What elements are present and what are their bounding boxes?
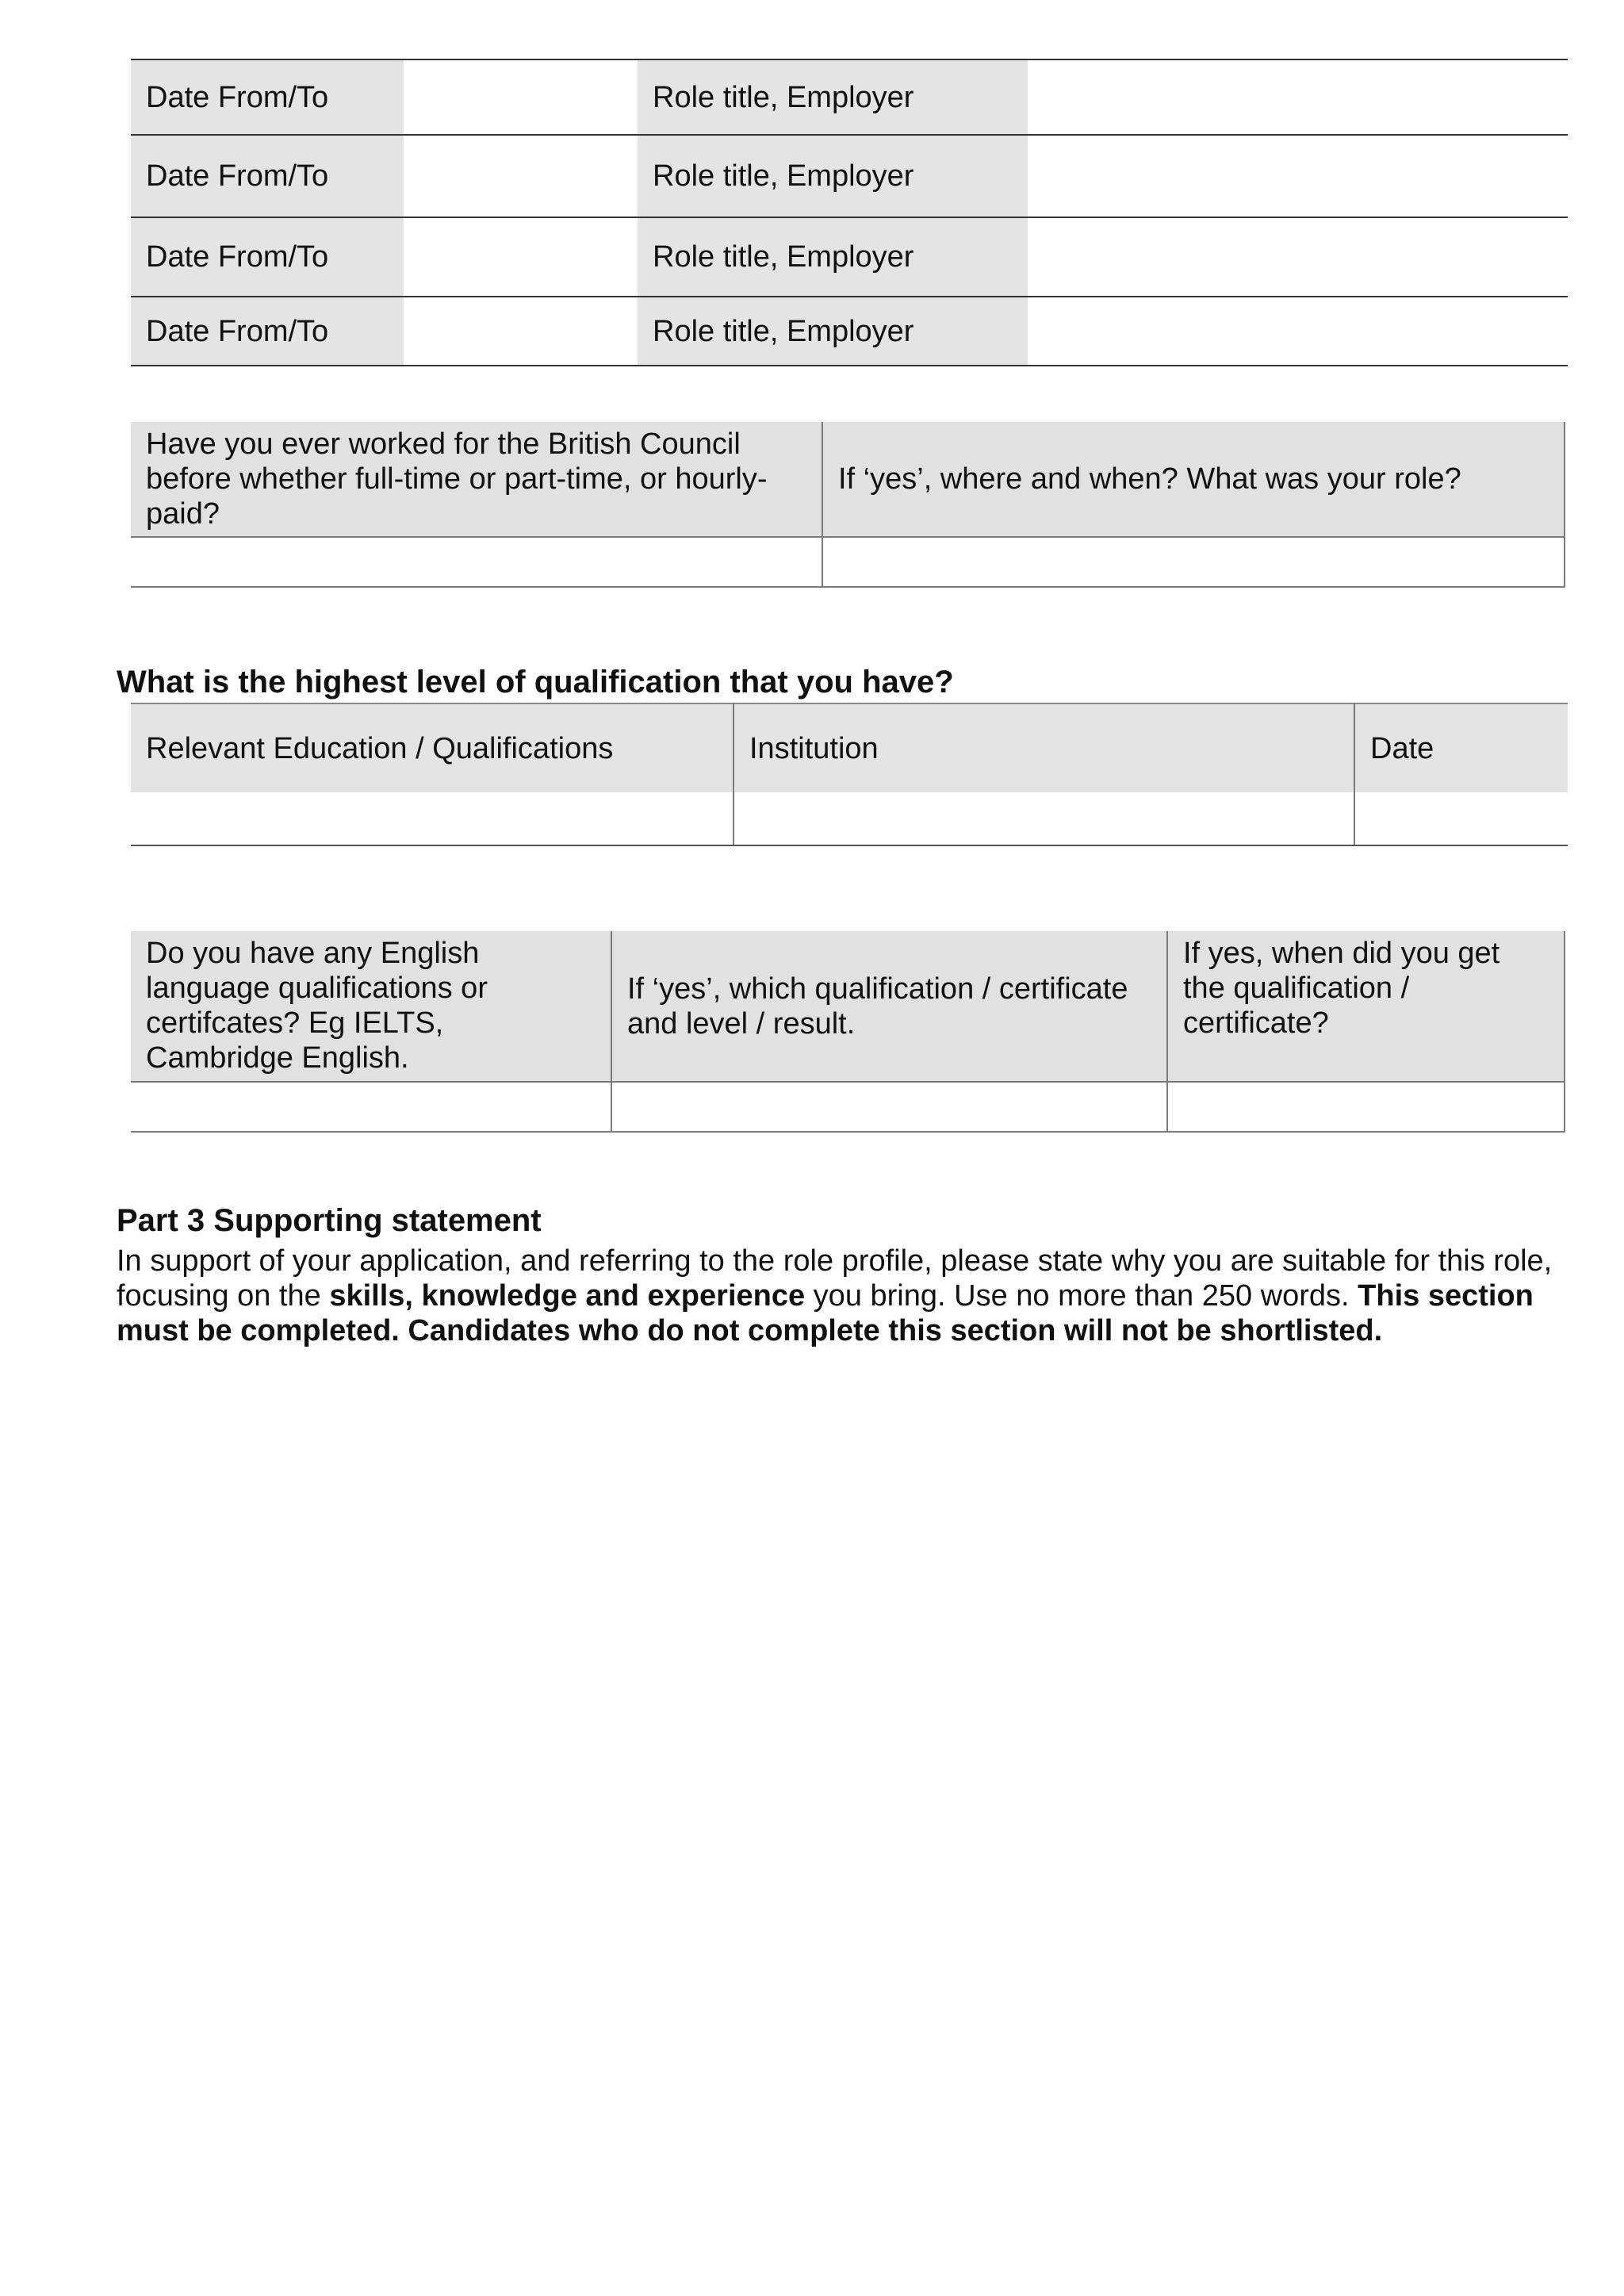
- english-qualifications-table: [131, 931, 1565, 1133]
- date-from-to-field[interactable]: [404, 297, 638, 366]
- role-title-employer-field[interactable]: [1028, 217, 1568, 297]
- date-from-to-field[interactable]: [404, 135, 638, 217]
- date-from-to-label: Date From/To: [131, 59, 404, 135]
- role-title-employer-field[interactable]: [1028, 135, 1568, 217]
- date-from-to-label: Date From/To: [131, 297, 404, 366]
- supporting-statement-instructions: [117, 1244, 1599, 1348]
- employment-row: [131, 59, 1568, 135]
- english-header-row: [131, 931, 1565, 1082]
- english-date-field[interactable]: [1167, 1082, 1565, 1132]
- british-council-followup-text: If ‘yes’, where and when? What was your role?: [838, 462, 1461, 496]
- british-council-answer-row: [131, 537, 1565, 587]
- role-title-employer-label: Role title, Employer: [638, 217, 1028, 297]
- employment-row: [131, 135, 1568, 217]
- english-which-text: If ‘yes’, which qualification / certificate and level / result.: [627, 972, 1128, 1041]
- british-council-table: [131, 422, 1565, 588]
- british-council-answer-field[interactable]: [131, 537, 822, 587]
- english-qualification-field[interactable]: [611, 1082, 1167, 1132]
- qualifications-table: [131, 703, 1568, 846]
- date-from-to-field[interactable]: [404, 217, 638, 297]
- role-title-employer-field[interactable]: [1028, 297, 1568, 366]
- qualifications-header-row: [131, 703, 1568, 792]
- british-council-details-field[interactable]: [822, 537, 1565, 587]
- role-title-employer-field[interactable]: [1028, 59, 1568, 135]
- english-when-text: If yes, when did you get the qualification / certificate?: [1183, 937, 1500, 1040]
- date-from-to-field[interactable]: [404, 59, 638, 135]
- role-title-employer-label: Role title, Employer: [638, 297, 1028, 366]
- employment-row: [131, 297, 1568, 366]
- employment-row: [131, 217, 1568, 297]
- instructions-bold-2: This section must be completed. Candidates who do not complete this section will not be shortlisted.: [117, 1279, 1534, 1347]
- british-council-header-row: [131, 422, 1565, 537]
- english-when-qualification: [1167, 931, 1565, 1082]
- qualifications-column-institution: Institution: [733, 703, 1354, 792]
- supporting-statement-heading: Part 3 Supporting statement: [117, 1203, 542, 1238]
- date-from-to-label: Date From/To: [131, 217, 404, 297]
- english-question-text: Do you have any English language qualifications or certifcates? Eg IELTS, Cambridge English.: [146, 937, 488, 1075]
- instructions-text-1: In support of your application, and referring to the role profile, please state why you are suitable for this role, focusing on the: [117, 1244, 1553, 1313]
- british-council-question: [131, 422, 822, 537]
- date-field[interactable]: [1354, 792, 1568, 845]
- instructions-bold-1: skills, knowledge and experience: [329, 1279, 806, 1313]
- supporting-statement-field[interactable]: [117, 1364, 1568, 2237]
- english-answer-row: [131, 1082, 1565, 1132]
- english-question: [131, 931, 611, 1082]
- role-title-employer-label: Role title, Employer: [638, 135, 1028, 217]
- british-council-question-text: Have you ever worked for the British Council before whether full-time or part-time, or hourly-paid?: [146, 427, 768, 531]
- role-title-employer-label: Role title, Employer: [638, 59, 1028, 135]
- qualifications-heading: What is the highest level of qualification that you have?: [117, 665, 954, 700]
- english-which-qualification: [611, 931, 1167, 1082]
- british-council-followup: [822, 422, 1565, 537]
- date-from-to-label: Date From/To: [131, 135, 404, 217]
- qualifications-column-education: Relevant Education / Qualifications: [131, 703, 733, 792]
- institution-field[interactable]: [733, 792, 1354, 845]
- employment-history-table: [131, 59, 1568, 366]
- qualifications-answer-row: [131, 792, 1568, 845]
- english-answer-field[interactable]: [131, 1082, 611, 1132]
- education-field[interactable]: [131, 792, 733, 845]
- instructions-text-2: you bring. Use no more than 250 words.: [805, 1279, 1358, 1313]
- qualifications-column-date: Date: [1354, 703, 1568, 792]
